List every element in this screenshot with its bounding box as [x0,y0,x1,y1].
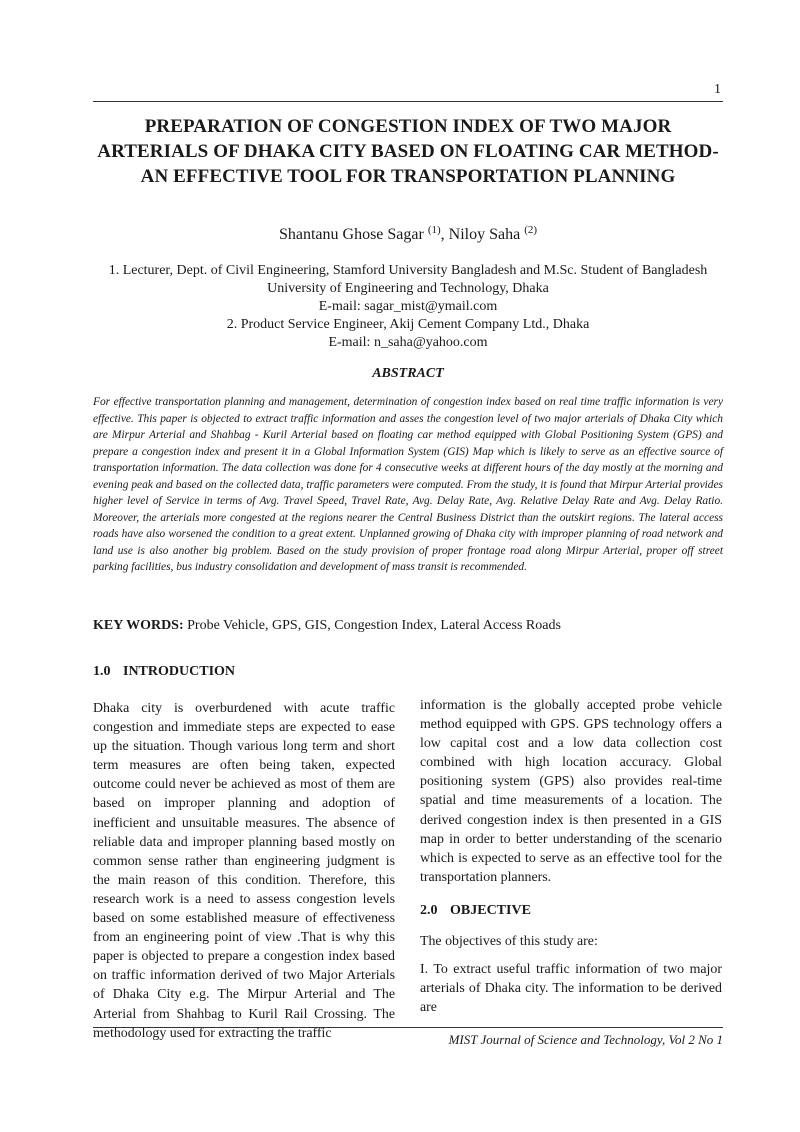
author-1-name: Shantanu Ghose Sagar [278,226,424,243]
objective-intro: The objectives of this study are: [420,934,598,950]
paper-title: PREPARATION OF CONGESTION INDEX OF TWO MAJOR ARTERIALS OF DHAKA CITY BASED ON FLOATING CAR METHOD-AN EFFECTIVE TOOL FOR TRANSPORTATION PLANNING [97,116,719,187]
section-title: OBJECTIVE [450,902,531,918]
section-number: 1.0 [93,664,111,679]
right-column [420,696,722,1017]
author-separator: , [440,226,449,243]
keywords-list: Probe Vehicle, GPS, GIS, Congestion Index, Lateral Access Roads [183,618,561,633]
affiliations [93,262,723,352]
intro-paragraph: Dhaka city is overburdened with acute traffic congestion and immediate steps are expected to ease up the situation. Though various long term and short term measures are often being taken, expected outcome could never be achieved as most of them are based on improper planning and adoption of inefficient and unsuitable measures. The absence of reliable data and improper planning based mostly on common sense rather than engineering judgment is the main reason of this condition. Therefore, this research work is a need to assess congestion levels based on some established measure of effectiveness from an engineering point of view .That is why this paper is objected to prepare a congestion index based on traffic information derived of two Major Arterials of Dhaka City e.g. The Mirpur Arterial and The Arterial from Shahbag to Kuril Rail Crossing. The methodology used for extracting the traffic [93,701,395,1041]
affiliation-line: 2. Product Service Engineer, Akij Cement Company Ltd., Dhaka [226,317,590,332]
affiliation-email-2: E-mail: n_saha@yahoo.com [328,335,488,350]
left-column [93,699,395,1043]
section-heading-introduction [93,664,235,680]
abstract-text: For effective transportation planning and management, determination of congestion index based on real time traffic information is very effective. This paper is objected to extract traffic information and asses the congestion level of two major arterials of Dhaka City which are Mirpur Arterial and Shahbag - Kuril Arterial based on floating car method equipped with Global Positioning System (GPS) and prepare a congestion index and present it in a Global Information System (GIS) Map which is likely to serve as an effective source of transportation information. The data collection was done for 4 consecutive weeks at different hours of the day mostly at the morning and evening peak and based on the collected data, traffic parameters were computed. From the study, it is found that Mirpur Arterial provides higher level of Service in terms of Avg. Travel Speed, Travel Rate, Avg. Delay Rate, Avg. Relative Delay Rate and Avg. Delay Ratio. Moreover, the arterials more congested at the regions nearer the Central Business District than the outskirt regions. The lateral access roads have also worsened the condition to a great extent. Unplanned growing of Dhaka city with improper planning of road network and land use is also another big problem. Based on the study provision of proper frontage road along Mirpur Arterial, proper off street parking facilities, bus industry consolidation and development of mass transit is recommended. [93,396,723,573]
keywords-label: KEY WORDS: [93,618,184,633]
objective-item-1: I. To extract useful traffic information of two major arterials of Dhaka city. The information to be derived are [420,962,722,1016]
section-title: INTRODUCTION [123,664,236,679]
author-1-mark: (1) [427,224,441,236]
keywords [93,618,723,634]
header-rule [93,101,723,102]
page-number: 1 [714,82,721,97]
affiliation-line: 1. Lecturer, Dept. of Civil Engineering, Stamford University Bangladesh and M.Sc. Student of Bangladesh [108,263,708,278]
journal-footer: MIST Journal of Science and Technology, Vol 2 No 1 [448,1032,723,1047]
intro-paragraph-continued: information is the globally accepted probe vehicle method equipped with GPS. GPS technology offers a low capital cost and a low data collection cost combined with high location accuracy. Global positioning system (GPS) also provides real-time spatial and time measurements of a location. The derived congestion index is then presented in a GIS map in order to better understanding of the scenario which is expected to serve as an effective tool for the transportation planners. [420,698,722,885]
footer-rule [93,1027,723,1028]
author-2-name: Niloy Saha [448,226,521,243]
affiliation-email-1: E-mail: sagar_mist@ymail.com [318,299,498,314]
author-line [93,226,723,244]
section-number: 2.0 [420,902,438,918]
section-heading-objective [420,901,722,920]
affiliation-line: University of Engineering and Technology, Dhaka [267,281,549,296]
abstract-heading: ABSTRACT [372,366,444,381]
author-2-mark: (2) [524,224,538,236]
